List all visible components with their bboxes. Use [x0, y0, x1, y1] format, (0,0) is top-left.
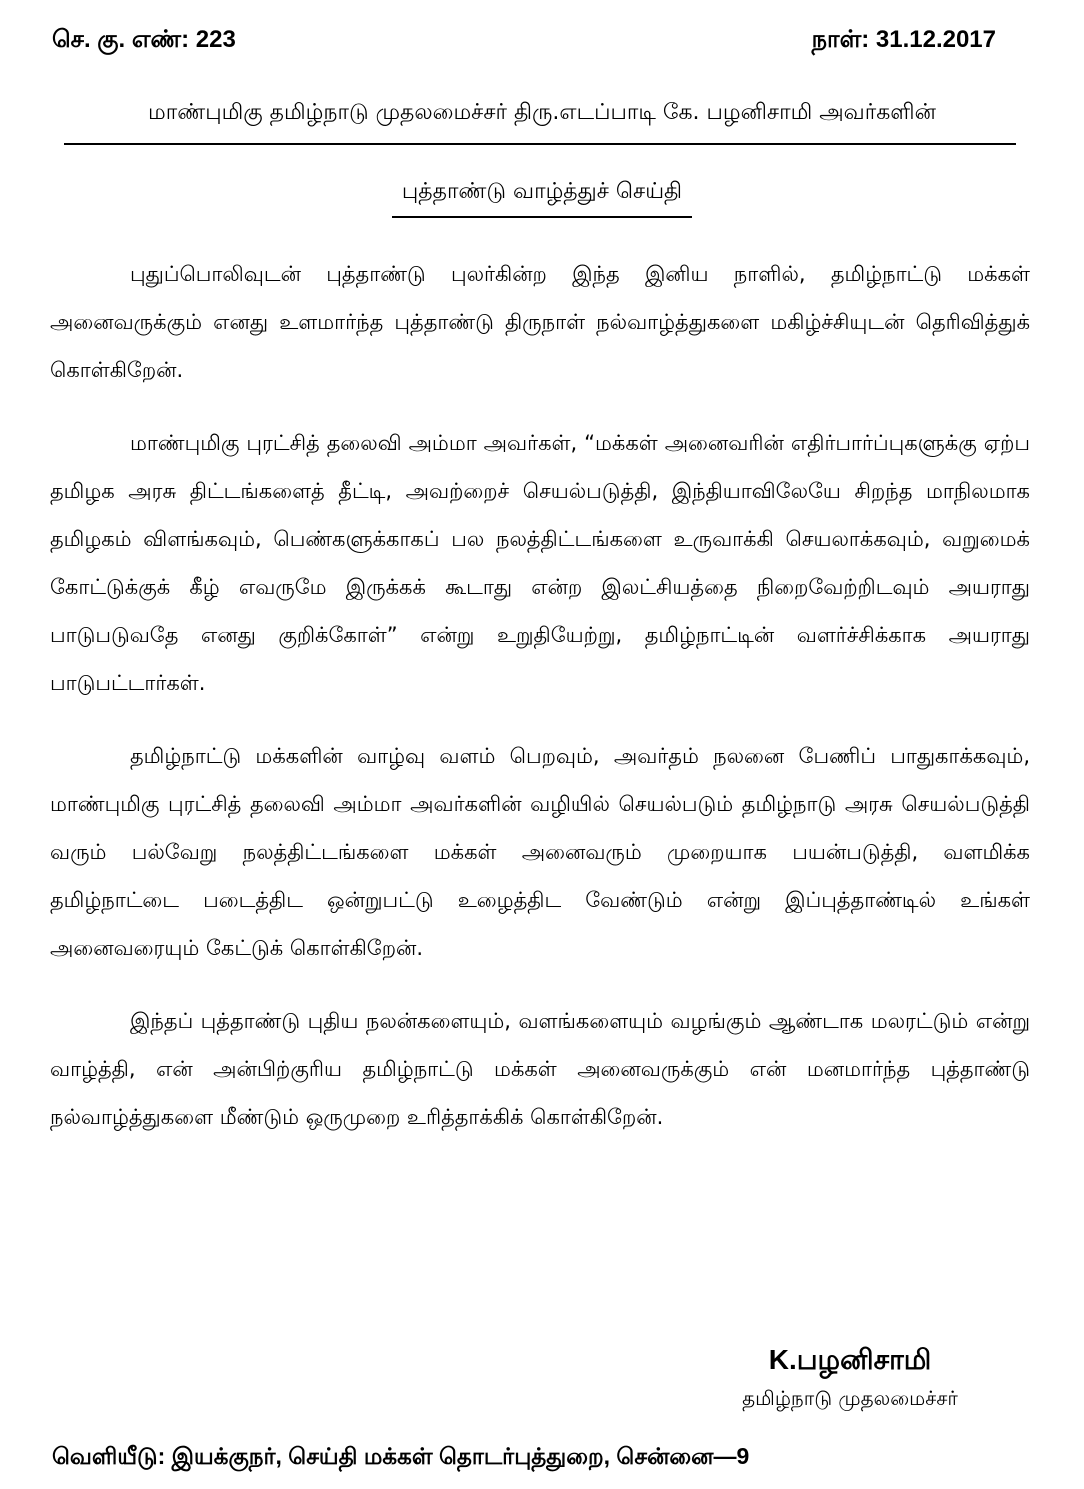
release-date: நாள்: 31.12.2017: [811, 26, 996, 53]
body-paragraph-4: இந்தப் புத்தாண்டு புதிய நலன்களையும், வளங்களையும் வழங்கும் ஆண்டாக மலரட்டும் என்று வாழ்த்தி, என் அன்பிற்குரிய தமிழ்நாட்டு மக்கள் அனைவருக்கும் என் மனமார்ந்த புத்தாண்டு நல்வாழ்த்துகளை மீண்டும் ஒருமுறை உரித்தாக்கிக் கொள்கிறேன்.: [50, 1009, 1030, 1129]
signature-block: [700, 1340, 1000, 1416]
reference-number: செ. கு. எண்: 223: [52, 26, 236, 53]
signatory-designation: தமிழ்நாடு முதலமைச்சர்: [742, 1386, 958, 1410]
horizontal-rule: [64, 143, 1016, 145]
body-paragraph-1: புதுப்பொலிவுடன் புத்தாண்டு புலர்கின்ற இந்த இனிய நாளில், தமிழ்நாட்டு மக்கள் அனைவருக்கும் எனது உளமார்ந்த புத்தாண்டு திருநாள் நல்வாழ்த்துகளை மகிழ்ச்சியுடன் தெரிவித்துக் கொள்கிறேன்.: [50, 262, 1030, 382]
message-body: [50, 250, 1030, 1166]
release-footer: வெளியீடு: இயக்குநர், செய்தி மக்கள் தொடர்புத்துறை, சென்னை—9: [52, 1443, 750, 1469]
body-paragraph-2: மாண்புமிகு புரட்சித் தலைவி அம்மா அவர்கள், “மக்கள் அனைவரின் எதிர்பார்ப்புகளுக்கு ஏற்ப தமிழக அரசு திட்டங்களைத் தீட்டி, அவற்றைச் செயல்படுத்தி, இந்தியாவிலேயே சிறந்த மாநிலமாக தமிழகம் விளங்கவும், பெண்களுக்காகப் பல நலத்திட்டங்களை உருவாக்கி செயலாக்கவும், வறுமைக் கோட்டுக்குக் கீழ் எவருமே இருக்கக் கூடாது என்ற இலட்சியத்தை நிறைவேற்றிடவும் அயராது பாடுபடுவதே எனது குறிக்கோள்” என்று உறுதியேற்று, தமிழ்நாட்டின் வளர்ச்சிக்காக அயராது பாடுபட்டார்கள்.: [50, 431, 1030, 695]
message-title-wrapper: [0, 174, 1084, 218]
signatory-name: K.பழனிசாமி: [768, 1344, 932, 1375]
message-title: புத்தாண்டு வாழ்த்துச் செய்தி: [392, 174, 692, 218]
body-paragraph-3: தமிழ்நாட்டு மக்களின் வாழ்வு வளம் பெறவும், அவர்தம் நலனை பேணிப் பாதுகாக்கவும், மாண்புமிகு புரட்சித் தலைவி அம்மா அவர்களின் வழியில் செயல்படும் தமிழ்நாடு அரசு செயல்படுத்தி வரும் பல்வேறு நலத்திட்டங்களை மக்கள் அனைவரும் முறையாக பயன்படுத்தி, வளமிக்க தமிழ்நாட்டை படைத்திட ஒன்றுபட்டு உழைத்திட வேண்டும் என்று இப்புத்தாண்டில் உங்கள் அனைவரையும் கேட்டுக் கொள்கிறேன்.: [50, 744, 1030, 960]
header-row: [52, 22, 996, 58]
chief-minister-line: மாண்புமிகு தமிழ்நாடு முதலமைச்சர் திரு.எடப்பாடி கே. பழனிசாமி அவர்களின்: [148, 100, 936, 125]
